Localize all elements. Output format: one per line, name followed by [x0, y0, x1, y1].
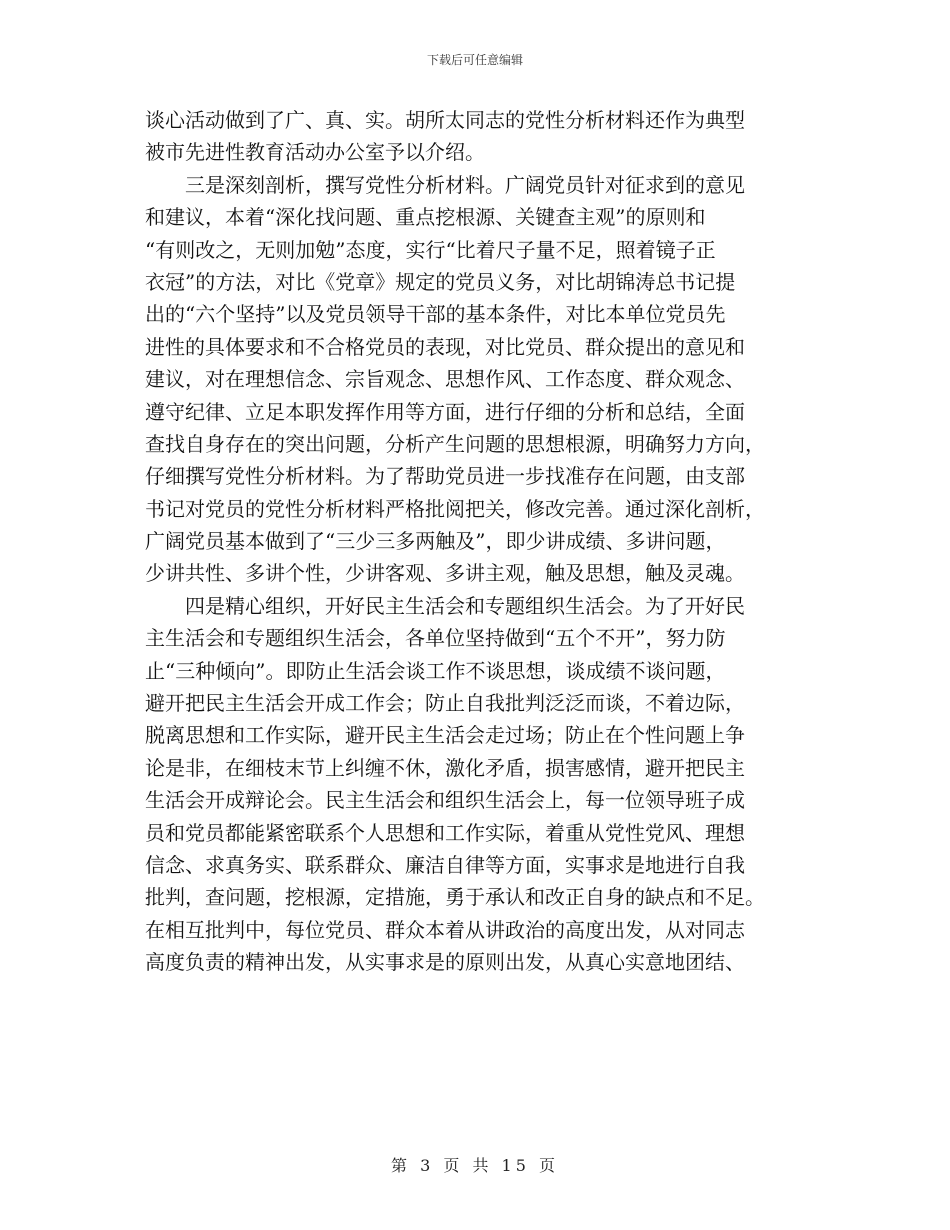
text-line: 和建议，本着“深化找问题、重点挖根源、关键查主观”的原则和 — [145, 205, 706, 230]
text-line: 四是精心组织，开好民主生活会和专题组织生活会。为了开好民 — [145, 593, 745, 618]
text-line: 三是深刻剖析，撰写党性分析材料。广阔党员针对征求到的意见 — [145, 172, 745, 197]
text-line: 止“三种倾向”。即防止生活会谈工作不谈思想，谈成绩不谈问题， — [145, 658, 726, 683]
text-line: 仔细撰写党性分析材料。为了帮助党员进一步找准存在问题，由支部 — [145, 464, 745, 489]
text-line: 主生活会和专题组织生活会，各单位坚持做到“五个不开”，努力防 — [145, 626, 726, 651]
text-line: 少讲共性、多讲个性，少讲客观、多讲主观，触及思想，触及灵魂。 — [145, 561, 745, 586]
text-line: 论是非，在细枝末节上纠缠不休，激化矛盾，损害感情，避开把民主 — [145, 755, 745, 780]
text-line: 在相互批判中，每位党员、群众本着从讲政治的高度出发，从对同志 — [145, 917, 745, 942]
text-line: 脱离思想和工作实际，避开民主生活会走过场；防止在个性问题上争 — [145, 723, 745, 748]
text-line: 信念、求真务实、联系群众、廉洁自律等方面，实事求是地进行自我 — [145, 852, 745, 877]
text-line: 进性的具体要求和不合格党员的表现，对比党员、群众提出的意见和 — [145, 334, 745, 359]
text-line: 高度负责的精神出发，从实事求是的原则出发，从真心实意地团结、 — [145, 950, 745, 975]
text-line: 广阔党员基本做到了“三少三多两触及”，即少讲成绩、多讲问题， — [145, 529, 726, 554]
text-line: 避开把民主生活会开成工作会；防止自我批判泛泛而谈，不着边际， — [145, 691, 745, 716]
text-line: 谈心活动做到了广、真、实。胡所太同志的党性分析材料还作为典型 — [145, 108, 745, 132]
page-header: 下载后可任意编辑 — [426, 53, 523, 67]
text-line: 建议，对在理想信念、宗旨观念、思想作风、工作态度、群众观念、 — [145, 367, 745, 392]
text-line: 查找自身存在的突出问题，分析产生问题的思想根源，明确努力方向， — [145, 431, 765, 456]
text-line: 出的“六个坚持”以及党员领导干部的基本条件，对比本单位党员先 — [145, 302, 726, 327]
page-number: 第 3 页 共 15 页 — [391, 1156, 559, 1175]
text-line: 书记对党员的党性分析材料严格批阅把关，修改完善。通过深化剖析， — [145, 496, 765, 521]
text-line: 被市先进性教育活动办公室予以介绍。 — [145, 140, 485, 165]
text-line: 批判，查问题，挖根源，定措施，勇于承认和改正自身的缺点和不足。 — [145, 885, 765, 910]
text-line: 遵守纪律、立足本职发挥作用等方面，进行仔细的分析和总结，全面 — [145, 399, 745, 424]
text-line: 衣冠”的方法，对比《党章》规定的党员义务，对比胡锦涛总书记提 — [145, 269, 736, 294]
text-line: 员和党员都能紧密联系个人思想和工作实际，着重从党性党风、理想 — [145, 820, 745, 845]
text-line: 生活会开成辩论会。民主生活会和组织生活会上，每一位领导班子成 — [145, 788, 745, 813]
body-text — [145, 104, 825, 979]
text-line: “有则改之，无则加勉”态度，实行“比着尺子量不足，照着镜子正 — [145, 237, 716, 262]
